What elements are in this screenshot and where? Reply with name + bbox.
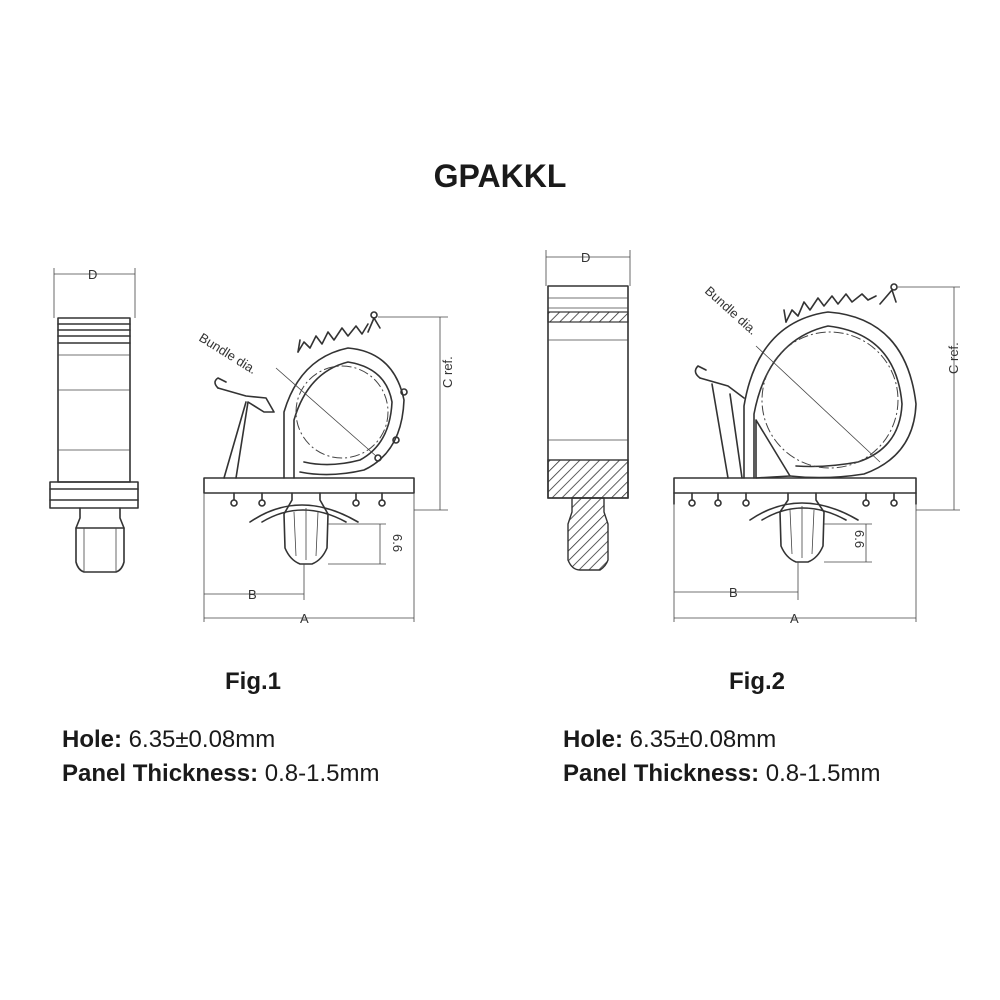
- fig2-hole-value: 6.35±0.08mm: [629, 726, 777, 753]
- fig1-panel-value: 0.8-1.5mm: [264, 760, 380, 787]
- fig1-hole-spec: [62, 726, 275, 754]
- fig2-dim-h: 6.6: [852, 530, 867, 549]
- fig1-label: Fig.1: [224, 668, 281, 695]
- fig2-panel-spec: [563, 760, 880, 788]
- fig2-panel-label: Panel Thickness:: [563, 760, 760, 787]
- part-number-title: GPAKKL: [433, 158, 567, 194]
- fig1-dim-d: D: [88, 267, 98, 282]
- fig1-dim-c: C ref.: [440, 356, 455, 388]
- fig2-panel-value: 0.8-1.5mm: [765, 760, 881, 787]
- fig1-panel-spec: [62, 760, 379, 788]
- fig1-hole-label: Hole:: [62, 726, 122, 753]
- fig2-label: Fig.2: [728, 668, 785, 695]
- fig1-front-view: [196, 312, 455, 626]
- fig2-hole-spec: [563, 726, 776, 754]
- fig2-dim-d: D: [581, 250, 591, 265]
- fig1-dim-h: 6.6: [390, 534, 405, 553]
- fig1-dim-a: A: [300, 611, 309, 626]
- fig1-dim-b: B: [248, 587, 257, 602]
- fig2-front-view: [674, 283, 961, 626]
- fig2-dim-bundle: Bundle dia.: [701, 283, 761, 338]
- fig1-hole-value: 6.35±0.08mm: [128, 726, 276, 753]
- fig2-dim-b: B: [729, 585, 738, 600]
- fig2-side-view: [546, 250, 630, 570]
- fig1-side-view: [50, 267, 138, 572]
- fig2-dim-a: A: [790, 611, 799, 626]
- fig1-panel-label: Panel Thickness:: [62, 760, 259, 787]
- fig1-dim-bundle: Bundle dia.: [196, 329, 260, 378]
- fig2-dim-c: C ref.: [946, 342, 961, 374]
- fig2-hole-label: Hole:: [563, 726, 623, 753]
